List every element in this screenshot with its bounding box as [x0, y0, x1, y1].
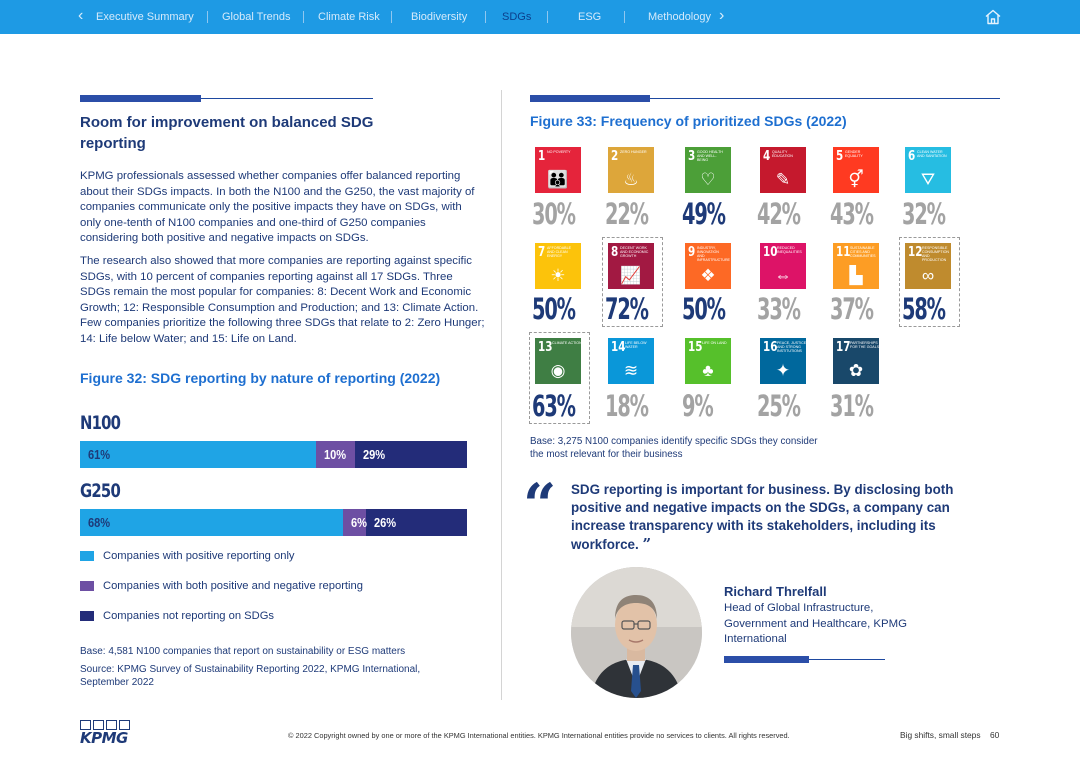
sdg-number: 1 — [538, 149, 546, 164]
sdg-percentage: 33% — [757, 292, 800, 326]
sdg-percentage: 42% — [757, 197, 800, 231]
sdg-number: 4 — [763, 149, 771, 164]
sdg-number: 2 — [611, 149, 619, 164]
sdg-percentage: 50% — [682, 292, 725, 326]
legend-item — [80, 550, 295, 562]
sdg-icon: ◉ — [550, 361, 566, 380]
sdg-number: 10 — [763, 245, 778, 260]
sdg-name: ZERO HUNGER — [620, 150, 647, 154]
kpmg-logo — [80, 720, 140, 746]
sdg-percentage: 37% — [830, 292, 873, 326]
sdg-icon: ∞ — [921, 266, 935, 285]
sdg-icon: ❖ — [700, 266, 716, 285]
sdg-percentage: 31% — [830, 389, 873, 423]
nav-item-esg[interactable]: ESG — [578, 11, 602, 23]
figure-32-source-note: Source: KPMG Survey of Sustainability Reporting 2022, KPMG International, September 2022 — [80, 664, 421, 688]
bar-segment — [316, 441, 355, 468]
sdg-percentage: 49% — [682, 197, 725, 231]
sdg-icon: ⛛ — [920, 170, 936, 189]
sdg-name: CLIMATE ACTION — [552, 341, 582, 345]
legend-swatch — [80, 611, 94, 621]
sdg-tile-5 — [833, 147, 879, 193]
quote-close-icon: ” — [642, 535, 652, 553]
figure-33-title: Figure 33: Frequency of prioritized SDGs (2022) — [530, 113, 847, 129]
nav-separator — [303, 11, 304, 23]
sdg-name: LIFE BELOW WATER — [625, 341, 647, 349]
sdg-name: PEACE, JUSTICE AND STRONG INSTITUTIONS — [777, 341, 807, 353]
legend-swatch — [80, 581, 94, 591]
sdg-tile-10 — [760, 243, 806, 289]
sdg-name: AFFORDABLE AND CLEAN ENERGY — [547, 246, 571, 258]
chevron-left-icon[interactable]: ‹ — [78, 7, 84, 24]
person-name: Richard Threlfall — [724, 584, 827, 599]
legend-swatch — [80, 551, 94, 561]
bar-segment-label: 68% — [88, 515, 111, 530]
sdg-percentage: 43% — [830, 197, 873, 231]
logo-wordmark: KPMG — [80, 729, 128, 747]
sdg-name: INDUSTRY, INNOVATION AND INFRASTRUCTURE — [697, 246, 730, 262]
paragraph-1: KPMG professionals assessed whether companies offer balanced reporting about their SDGs impacts. In both the N100 and the G250, the vast majority of companies communicate only the positive impacts they have on SDGs, with only one-tenth of N100 companies and one-third of G250 companies considering both positive and negative impacts on SDGs. — [80, 170, 475, 244]
sdg-number: 5 — [836, 149, 844, 164]
sdg-tile-6 — [905, 147, 951, 193]
sdg-number: 9 — [688, 245, 696, 260]
sdg-tile-8 — [608, 243, 654, 289]
sdg-icon: ▙ — [849, 266, 863, 285]
quote-attribution — [724, 583, 924, 648]
portrait-illustration — [571, 567, 702, 698]
sdg-number: 6 — [908, 149, 916, 164]
bar-segment — [80, 509, 343, 536]
sdg-number: 7 — [538, 245, 546, 260]
bar-segment-label: 26% — [374, 515, 397, 530]
sdg-percentage: 58% — [902, 292, 945, 326]
sdg-number: 8 — [611, 245, 619, 260]
bar-segment — [355, 441, 467, 468]
sdg-number: 11 — [836, 245, 851, 260]
bar-n100 — [80, 441, 467, 468]
chart-category-label: N100 — [80, 412, 121, 434]
sdg-icon: ♨ — [623, 170, 639, 189]
sdg-number: 16 — [763, 340, 778, 355]
chevron-right-icon[interactable]: › — [719, 7, 725, 24]
column-divider — [501, 90, 502, 700]
bar-segment-label: 6% — [351, 515, 368, 530]
legend-label: Companies with positive reporting only — [103, 550, 295, 562]
nav-item-biodiversity[interactable]: Biodiversity — [411, 11, 468, 23]
sdg-number: 3 — [688, 149, 696, 164]
section-heading: Room for improvement on balanced SDG reporting — [80, 114, 374, 152]
sdg-percentage: 63% — [532, 389, 575, 423]
sdg-name: GOOD HEALTH AND WELL-BEING — [697, 150, 723, 162]
sdg-icon: ♡ — [700, 170, 716, 189]
sdg-number: 13 — [538, 340, 553, 355]
legend-label: Companies not reporting on SDGs — [103, 610, 275, 622]
nav-separator — [391, 11, 392, 23]
sdg-tile-9 — [685, 243, 731, 289]
top-nav — [0, 0, 1080, 34]
sdg-icon: ♣ — [702, 361, 714, 380]
nav-item-global-trends[interactable]: Global Trends — [222, 11, 291, 23]
sdg-name: RESPONSIBLE CONSUMPTION AND PRODUCTION — [922, 246, 949, 262]
sdg-icon: 📈 — [620, 266, 642, 285]
attribution-rule — [724, 656, 885, 663]
sdg-number: 14 — [611, 340, 626, 355]
bar-segment-label: 29% — [362, 447, 385, 462]
footer-tagline: Big shifts, small steps — [900, 730, 981, 740]
sdg-name: LIFE ON LAND — [702, 341, 727, 345]
figure-33-base-note: Base: 3,275 N100 companies identify specific SDGs they consider the most relevant for their business — [530, 436, 818, 460]
sdg-name: REDUCED INEQUALITIES — [777, 246, 802, 254]
sdg-tile-1 — [535, 147, 581, 193]
nav-item-methodology[interactable]: Methodology — [648, 11, 711, 23]
legend-label: Companies with both positive and negative reporting — [103, 580, 363, 592]
sdg-name: NO POVERTY — [547, 150, 571, 154]
sdg-percentage: 25% — [757, 389, 800, 423]
sdg-name: DECENT WORK AND ECONOMIC GROWTH — [620, 246, 649, 258]
sdg-percentage: 72% — [605, 292, 648, 326]
sdg-tile-7 — [535, 243, 581, 289]
sdg-icon: ⇔ — [774, 266, 792, 285]
sdg-percentage: 30% — [532, 197, 575, 231]
nav-item-climate-risk[interactable]: Climate Risk — [318, 11, 380, 23]
legend-item — [80, 610, 274, 622]
sdg-tile-13 — [535, 338, 581, 384]
section-rule — [530, 95, 1000, 102]
section-rule — [80, 95, 373, 102]
person-role: Head of Global Infrastructure, Government and Healthcare, KPMG International — [724, 602, 907, 645]
sdg-icon: ✎ — [775, 170, 791, 189]
legend-item — [80, 580, 363, 592]
sdg-tile-17 — [833, 338, 879, 384]
bar-segment — [343, 509, 366, 536]
sdg-icon: ⚥ — [848, 170, 864, 189]
sdg-name: SUSTAINABLE CITIES AND COMMUNITIES — [850, 246, 876, 258]
sdg-name: QUALITY EDUCATION — [772, 150, 793, 158]
sdg-tile-2 — [608, 147, 654, 193]
sdg-percentage: 18% — [605, 389, 648, 423]
sdg-percentage: 9% — [682, 389, 713, 423]
sdg-icon: ✦ — [775, 361, 791, 380]
bar-segment-label: 61% — [88, 447, 111, 462]
sdg-tile-11 — [833, 243, 879, 289]
nav-separator — [207, 11, 208, 23]
nav-separator — [547, 11, 548, 23]
sdg-name: CLEAN WATER AND SANITATION — [917, 150, 947, 158]
sdg-tile-3 — [685, 147, 731, 193]
sdg-number: 17 — [836, 340, 851, 355]
nav-item-sdgs[interactable]: SDGs — [502, 11, 532, 23]
bar-segment-label: 10% — [324, 447, 347, 462]
bar-segment — [80, 441, 316, 468]
sdg-name: PARTNERSHIPS FOR THE GOALS — [850, 341, 880, 349]
sdg-icon: ☀ — [550, 266, 566, 285]
quote-open-icon: “ — [523, 471, 557, 539]
pull-quote — [571, 481, 981, 554]
sdg-number: 12 — [908, 245, 923, 260]
sdg-number: 15 — [688, 340, 703, 355]
sdg-name: GENDER EQUALITY — [845, 150, 863, 158]
bar-g250 — [80, 509, 467, 536]
quote-text: SDG reporting is important for business. By disclosing both positive and negative impacts on the SDGs, a company can increase transparency with its stakeholders, including its workforce. — [571, 482, 954, 552]
sdg-icon: ✿ — [848, 361, 864, 380]
figure-32-base-note: Base: 4,581 N100 companies that report on sustainability or ESG matters — [80, 646, 406, 657]
portrait-photo — [571, 567, 702, 698]
home-icon[interactable] — [984, 8, 1002, 26]
sdg-percentage: 32% — [902, 197, 945, 231]
chart-category-label: G250 — [80, 480, 120, 502]
nav-separator — [485, 11, 486, 23]
sdg-icon: 👪 — [547, 170, 569, 189]
figure-32-title: Figure 32: SDG reporting by nature of reporting (2022) — [80, 370, 441, 386]
sdg-icon: ≋ — [623, 361, 639, 380]
paragraph-2: The research also showed that more companies are reporting against specific SDGs, with 10 percent of companies reporting against all 17 SDGs. Three SDGs remain the most popular for companies: 8: Decent Work and Economic Growth; 12: Responsible Consumption and Production; and 13: Climate Action. Few companies prioritize the following three SDGs that relate to 2: Zero Hunger; 14: Life below Water; and 15: Life on Land. — [80, 255, 485, 345]
page-number: 60 — [990, 730, 1000, 740]
nav-separator — [624, 11, 625, 23]
sdg-percentage: 50% — [532, 292, 575, 326]
sdg-tile-12 — [905, 243, 951, 289]
nav-item-executive-summary[interactable]: Executive Summary — [96, 11, 194, 23]
footer-copyright: © 2022 Copyright owned by one or more of the KPMG International entities. KPMG International entities provide no services to clients. All rights reserved. — [288, 731, 790, 740]
bar-segment — [366, 509, 467, 536]
sdg-tile-14 — [608, 338, 654, 384]
sdg-tile-15 — [685, 338, 731, 384]
sdg-tile-16 — [760, 338, 806, 384]
sdg-percentage: 22% — [605, 197, 648, 231]
sdg-tile-4 — [760, 147, 806, 193]
